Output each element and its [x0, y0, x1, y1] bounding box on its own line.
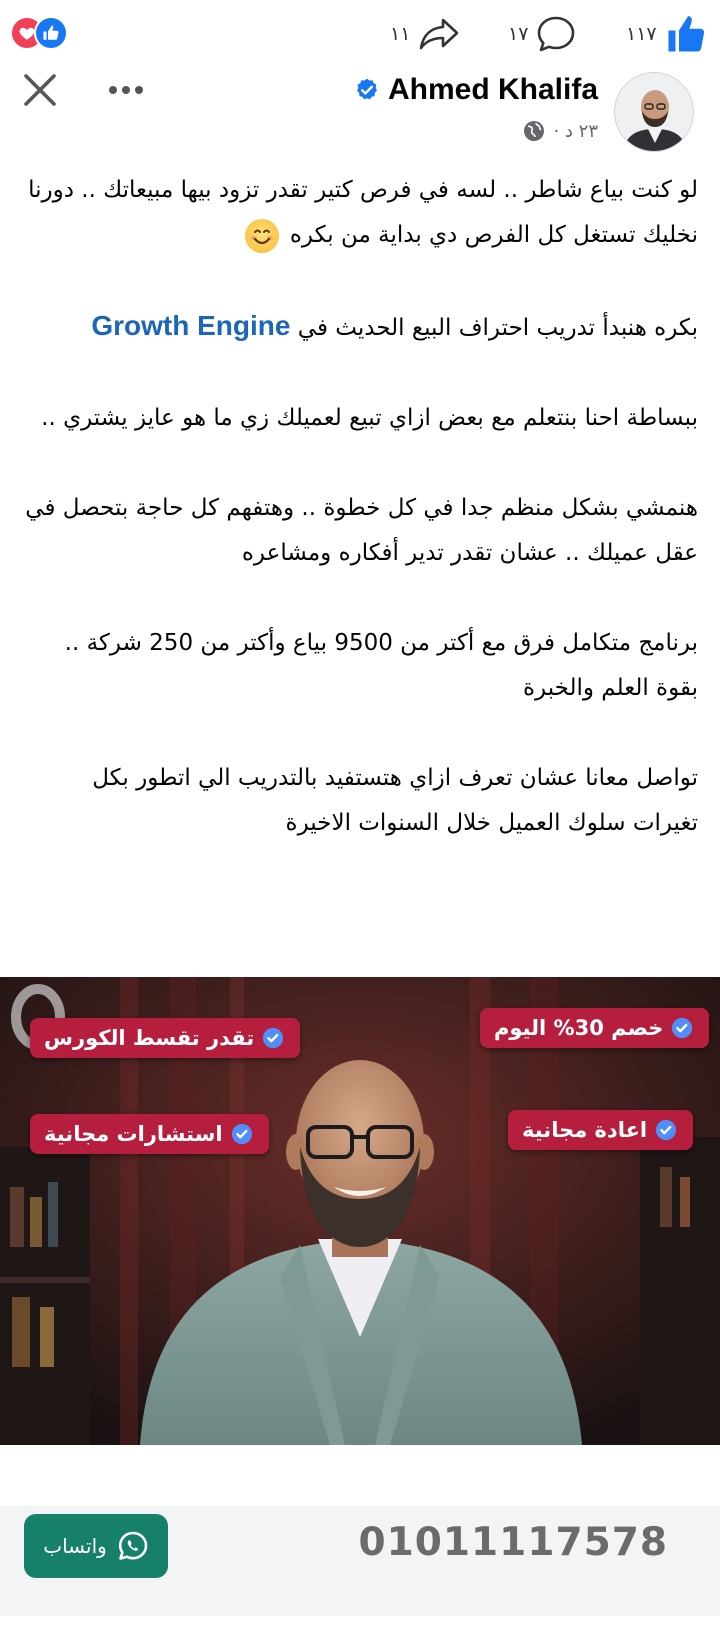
- post-paragraph: برنامج متكامل فرق مع أكتر من 9500 بياع وأكتر من 250 شركة .. بقوة العلم والخبرة: [64, 630, 698, 701]
- comment-button[interactable]: [508, 14, 576, 54]
- whatsapp-icon: [117, 1530, 149, 1562]
- author-name[interactable]: Ahmed Khalifa: [387, 73, 598, 106]
- reactions-bar: [0, 0, 720, 68]
- free-repeat-badge: [508, 1110, 693, 1150]
- verified-badge-icon: [354, 77, 380, 103]
- post-paragraph: لو كنت بياع شاطر .. لسه في فرص كتير تقدر تزود بيها مبيعاتك .. دورنا نخليك تستغل كل الفرص دي بداية من بكره: [22, 168, 698, 258]
- post-paragraph: هنمشي بشكل منظم جدا في كل خطوة .. وهتفهم كل حاجة بتحصل في عقل عميلك .. عشان تقدر تدير أفكاره ومشاعره: [25, 495, 698, 566]
- more-options-button[interactable]: [104, 72, 148, 108]
- phone-number[interactable]: 01011117578: [358, 1520, 668, 1565]
- check-badge-icon: [262, 1027, 284, 1049]
- check-badge-icon: [655, 1119, 677, 1141]
- post-paragraph: بكره هنبدأ تدريب احتراف البيع الحديث في Growth Engine: [91, 310, 698, 341]
- avatar[interactable]: [614, 72, 694, 152]
- contact-bar: [0, 1506, 720, 1616]
- share-icon: [418, 16, 460, 52]
- share-button[interactable]: [390, 14, 460, 54]
- like-reaction-icon: [34, 16, 68, 50]
- consultations-badge: [30, 1114, 269, 1154]
- whatsapp-label: واتساب: [43, 1534, 107, 1558]
- like-button[interactable]: [626, 14, 707, 54]
- installments-badge-text: تقدر تقسط الكورس: [44, 1026, 255, 1050]
- close-button[interactable]: [18, 68, 62, 112]
- more-icon: [108, 85, 144, 95]
- close-icon: [23, 73, 57, 107]
- globe-icon: [523, 120, 545, 142]
- post-time-row: [523, 116, 598, 146]
- post-time: ٢٣ د ·: [553, 120, 598, 142]
- comments-count: ١٧: [508, 23, 529, 45]
- installments-badge: [30, 1018, 300, 1058]
- author-row[interactable]: [354, 70, 598, 110]
- shares-count: ١١: [390, 23, 411, 45]
- check-badge-icon: [231, 1123, 253, 1145]
- discount-badge: [480, 1008, 709, 1048]
- consultations-badge-text: استشارات مجانية: [44, 1122, 223, 1146]
- free-repeat-badge-text: اعادة مجانية: [522, 1118, 648, 1142]
- likes-count: ١١٧: [626, 23, 657, 45]
- reaction-icons[interactable]: [10, 16, 80, 52]
- post-body: [22, 168, 698, 891]
- post-paragraph: تواصل معانا عشان تعرف ازاي هتستفيد بالتدريب الي اتطور بكل تغيرات سلوك العميل خلال السنوات الاخيرة: [92, 765, 698, 836]
- post-header: [0, 68, 720, 168]
- discount-badge-text: خصم 30% اليوم: [494, 1016, 664, 1040]
- ad-image[interactable]: [0, 977, 720, 1445]
- like-icon: [665, 13, 707, 55]
- smiling-face-emoji-icon: [245, 219, 279, 253]
- post-paragraph: ببساطة احنا بنتعلم مع بعض ازاي تبيع لعميلك زي ما هو عايز يشتري ..: [41, 405, 698, 431]
- whatsapp-button[interactable]: [24, 1514, 168, 1578]
- check-badge-icon: [671, 1017, 693, 1039]
- brand-link[interactable]: Growth Engine: [91, 310, 291, 341]
- comment-icon: [536, 15, 576, 53]
